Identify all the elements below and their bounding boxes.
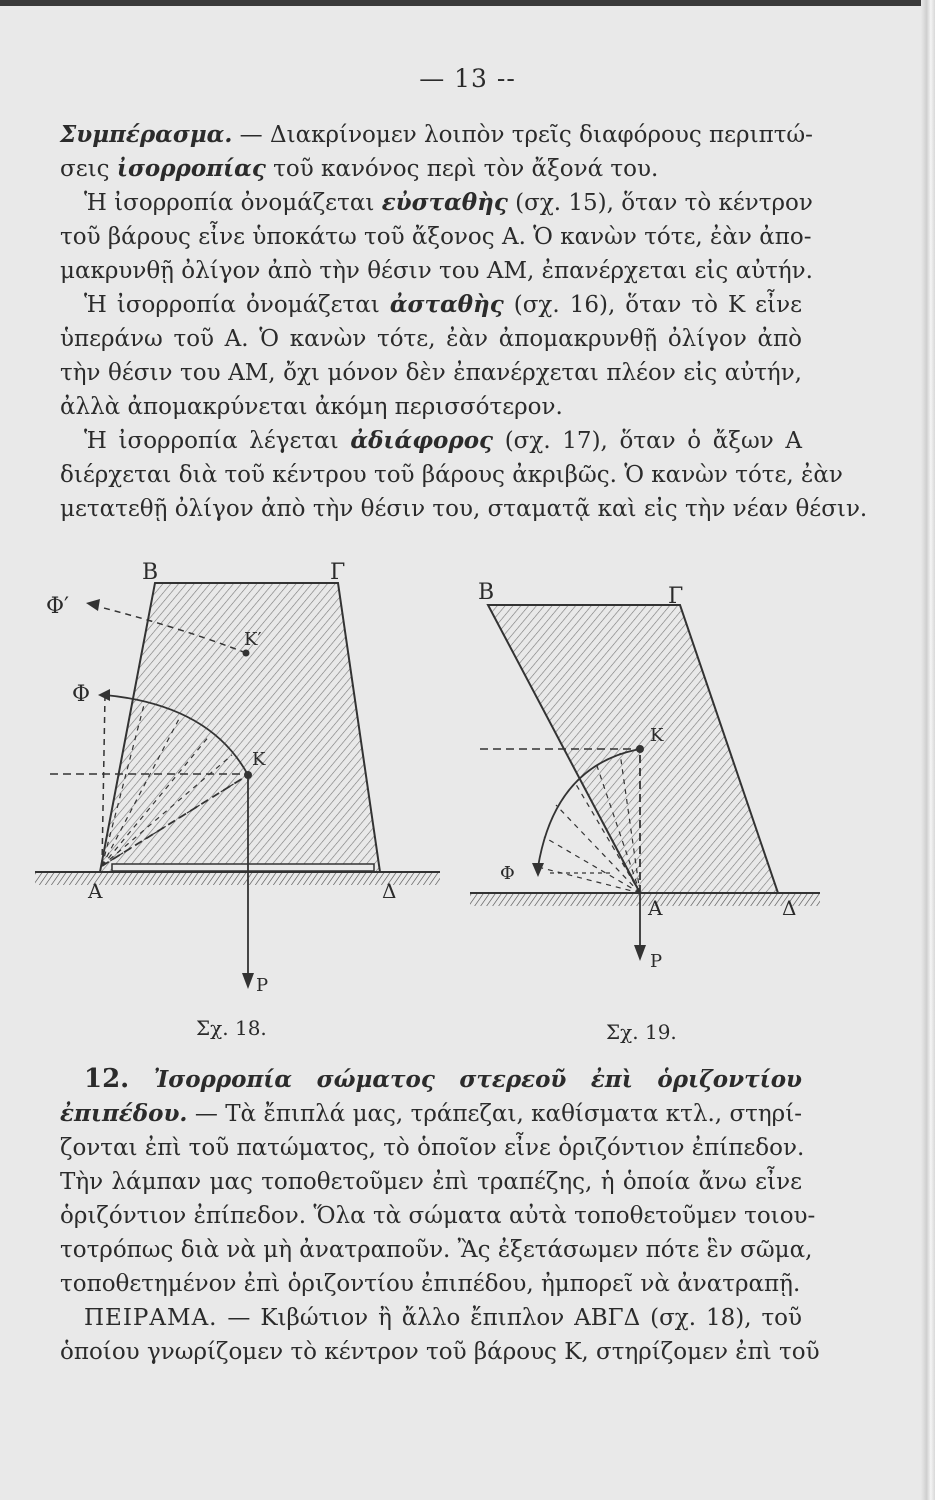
section-12-line-3: Τὴν λάμπαν μας τοποθετοῦμεν ἐπὶ τραπέζης, ἡ ὁποία ἄνω εἶνε — [60, 1169, 802, 1195]
section-12-line-4: ὁριζόντιον ἐπίπεδον. Ὅλα τὰ σώματα αὐτὰ τοποθετοῦμεν τοιου- — [60, 1203, 816, 1229]
conclusion-line-1: Συμπέρασμα. — Διακρίνομεν λοιπὸν τρεῖς διαφόρους περιπτώ- — [60, 121, 813, 148]
label-d: Δ — [782, 896, 797, 920]
label-f-prime: Φ′ — [46, 594, 70, 619]
figure-18 — [30, 555, 450, 1015]
center-k-prime — [243, 650, 250, 657]
section-number: 12. — [84, 1064, 130, 1094]
page-number: — 13 -- — [419, 64, 516, 93]
unstable-line-3: τὴν θέσιν του ΑΜ, ὄχι μόνον δὲν ἐπανέρχεται πλέον εἰς αὐτήν, — [60, 360, 802, 386]
center-k — [636, 745, 644, 753]
label-k: Κ — [252, 749, 266, 770]
label-a: Α — [88, 879, 103, 903]
conclusion-lead: Συμπέρασμα. — [60, 121, 233, 148]
label-d: Δ — [382, 879, 397, 903]
experiment-label: ΠΕΙΡΑΜΑ. — [84, 1305, 218, 1331]
caption-fig-18: Σχ. 18. — [196, 1016, 267, 1040]
label-k-prime: Κ′ — [244, 629, 262, 650]
vertical-dashed — [102, 695, 105, 866]
label-p: P — [650, 951, 663, 972]
box-abgd — [100, 583, 380, 872]
section-12-title-line-1 — [60, 1062, 802, 1097]
conclusion-line-2: σεις ἰσορροπίας τοῦ κανόνος περὶ τὸν ἄξονά του. — [60, 155, 659, 182]
experiment-line-1: ΠΕΙΡΑΜΑ. — Κιβώτιον ἢ ἄλλο ἔπιπλον ΑΒΓΔ (σχ. 18), τοῦ — [84, 1305, 802, 1331]
label-b: Β — [478, 580, 495, 605]
neutral-line-1: Ἡ ἰσορροπία λέγεται ἀδιάφορος (σχ. 17), ὅταν ὁ ἄξων Α — [84, 427, 802, 454]
weight-arrowhead — [242, 973, 254, 989]
label-g: Γ — [668, 584, 684, 609]
label-k: Κ — [650, 725, 664, 746]
section-12-line-5: τοτρόπως διὰ νὰ μὴ ἀνατραποῦν. Ἂς ἐξετάσωμεν πότε ἓν σῶμα, — [60, 1237, 813, 1263]
arc-arrowhead — [532, 863, 544, 877]
unstable-line-1: Ἡ ἰσορροπία ὀνομάζεται ἀσταθὴς (σχ. 16), ὅταν τὸ Κ εἶνε — [84, 291, 803, 318]
figure-19 — [460, 575, 835, 995]
label-f: Φ — [500, 863, 515, 884]
page-top-edge — [0, 0, 935, 6]
section-12-line-2: ζονται ἐπὶ τοῦ πατώματος, τὸ ὁποῖον εἶνε ὁριζόντιον ἐπίπεδον. — [60, 1135, 805, 1161]
stable-line-2: τοῦ βάρους εἶνε ὑποκάτω τοῦ ἄξονος Α. Ὁ κανὼν τότε, ἐὰν ἀπο- — [60, 224, 812, 250]
box-base — [112, 864, 374, 871]
section-title: Ἰσορροπία σώματος στερεοῦ ἐπὶ ὁριζοντίου — [129, 1066, 802, 1093]
caption-fig-19: Σχ. 19. — [606, 1020, 677, 1044]
section-12-line-6: τοποθετημένον ἐπὶ ὁριζοντίου ἐπιπέδου, ἠμπορεῖ νὰ ἀνατραπῇ. — [60, 1271, 801, 1297]
experiment-line-2: ὁποίου γνωρίζομεν τὸ κέντρον τοῦ βάρους Κ, στηρίζομεν ἐπὶ τοῦ — [60, 1339, 820, 1365]
label-a: Α — [648, 896, 663, 920]
neutral-line-2: διέρχεται διὰ τοῦ κέντρου τοῦ βάρους ἀκριβῶς. Ὁ κανὼν τότε, ἐὰν — [60, 462, 843, 488]
stable-line-1: Ἡ ἰσορροπία ὀνομάζεται εὐσταθὴς (σχ. 15), ὅταν τὸ κέντρον — [84, 189, 813, 216]
ground-hatch — [470, 894, 820, 906]
section-12-line-1: ἐπιπέδου. — Τὰ ἔπιπλά μας, τράπεζαι, καθίσματα κτλ., στηρί- — [60, 1100, 802, 1127]
label-b: Β — [142, 560, 159, 585]
upper-text-block — [60, 118, 868, 526]
unstable-line-4: ἀλλὰ ἀπομακρύνεται ἀκόμη περισσότερον. — [60, 394, 563, 420]
arc-arrowhead — [98, 689, 110, 701]
label-f: Φ — [72, 682, 91, 707]
k-prime-arrowhead — [86, 599, 100, 611]
unstable-line-2: ὑπεράνω τοῦ Α. Ὁ κανὼν τότε, ἐὰν ἀπομακρυνθῇ ὀλίγον ἀπὸ — [60, 326, 802, 352]
label-p: P — [256, 975, 269, 996]
neutral-line-3: μετατεθῇ ὀλίγον ἀπὸ τὴν θέσιν του, σταματᾷ καὶ εἰς τὴν νέαν θέσιν. — [60, 496, 868, 522]
slanted-box-abgd — [488, 605, 778, 893]
stable-line-3: μακρυνθῇ ὀλίγον ἀπὸ τὴν θέσιν του ΑΜ, ἐπανέρχεται εἰς αὐτήν. — [60, 258, 813, 284]
weight-arrowhead — [634, 945, 646, 961]
lower-text-block — [60, 1062, 820, 1369]
label-g: Γ — [330, 560, 346, 585]
page-right-edge — [921, 0, 935, 1500]
